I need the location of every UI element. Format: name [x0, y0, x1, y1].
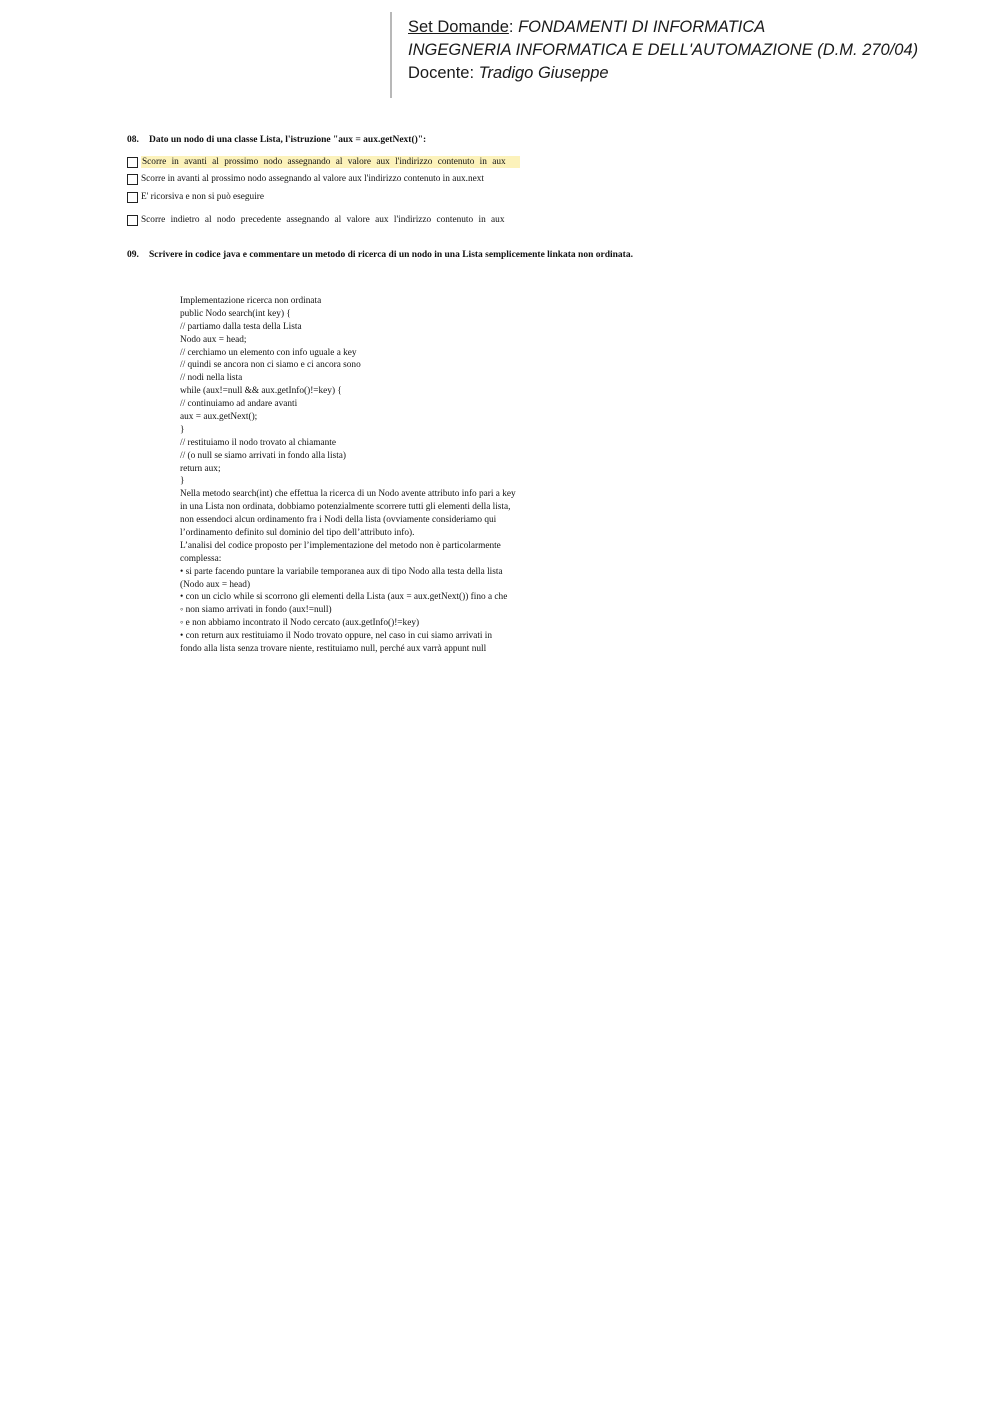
teacher-label: Docente:: [408, 64, 475, 82]
answer-block: [180, 295, 516, 656]
answer-line: • con un ciclo while si scorrono gli elementi della Lista (aux = aux.getNext()) fino a che: [180, 592, 508, 603]
answer-line: public Nodo search(int key) {: [180, 308, 291, 319]
header-course-line: [408, 16, 918, 39]
answer-line: // restituiamo il nodo trovato al chiamante: [180, 437, 336, 448]
teacher-name: Tradigo Giuseppe: [478, 64, 609, 82]
answer-line: L’analisi del codice proposto per l’implementazione del metodo non è particolarmente: [180, 540, 501, 551]
checkbox-option-c[interactable]: [127, 192, 138, 203]
answer-line: Nodo aux = head;: [180, 334, 247, 345]
answer-line: // cerchiamo un elemento con info uguale a key: [180, 347, 357, 358]
answer-line: }: [180, 424, 185, 435]
checkbox-option-d[interactable]: [127, 215, 138, 226]
option-d-label: Scorre indietro al nodo precedente assegnando al valore aux l'indirizzo contenuto in aux: [141, 215, 505, 225]
option-08-c[interactable]: [127, 190, 264, 204]
answer-line: complessa:: [180, 553, 222, 564]
set-colon: :: [508, 18, 514, 36]
answer-line: while (aux!=null && aux.getInfo()!=key) {: [180, 386, 342, 397]
option-c-label: E' ricorsiva e non si può eseguire: [141, 192, 265, 202]
option-a-label: Scorre in avanti al prossimo nodo assegnando al valore aux l'indirizzo contenuto in aux: [141, 156, 520, 168]
answer-line: non essendoci alcun ordinamento fra i Nodi della lista (ovviamente consideriamo qui: [180, 515, 497, 526]
question-08-text: Dato un nodo di una classe Lista, l'istruzione "aux = aux.getNext()":: [149, 135, 427, 145]
checkbox-option-a[interactable]: [127, 157, 138, 168]
answer-line: aux = aux.getNext();: [180, 412, 258, 423]
option-08-a[interactable]: [127, 155, 520, 169]
document-header: [408, 16, 918, 85]
answer-line: (Nodo aux = head): [180, 579, 251, 590]
answer-line: // continuiamo ad andare avanti: [180, 399, 298, 410]
degree-title: INGEGNERIA INFORMATICA E DELL'AUTOMAZIONE (D.M. 270/04): [408, 41, 919, 59]
answer-line: • con return aux restituiamo il Nodo trovato oppure, nel caso in cui siamo arrivati in: [180, 631, 493, 642]
question-09-number: 09.: [127, 250, 139, 260]
answer-line: // partiamo dalla testa della Lista: [180, 321, 302, 332]
answer-line: l’ordinamento definito sul dominio del tipo dell’attributo info).: [180, 528, 415, 539]
answer-line: return aux;: [180, 463, 221, 474]
option-08-b[interactable]: [127, 172, 484, 186]
course-title: FONDAMENTI DI INFORMATICA: [518, 18, 766, 36]
header-divider: [390, 12, 392, 98]
answer-line: // quindi se ancora non ci siamo e ci ancora sono: [180, 360, 361, 371]
question-09-text: Scrivere in codice java e commentare un metodo di ricerca di un nodo in una Lista semplicemente linkata non ordinata.: [149, 250, 633, 260]
question-09-title: [127, 250, 633, 260]
answer-line: ◦ non siamo arrivati in fondo (aux!=null): [180, 605, 332, 616]
answer-line: // (o null se siamo arrivati in fondo alla lista): [180, 450, 347, 461]
option-b-label: Scorre in avanti al prossimo nodo assegnando al valore aux l'indirizzo contenuto in aux.next: [141, 174, 484, 184]
question-08-title: [127, 135, 426, 145]
question-08-number: 08.: [127, 135, 139, 145]
answer-line: // nodi nella lista: [180, 373, 243, 384]
answer-line: • si parte facendo puntare la variabile temporanea aux di tipo Nodo alla testa della lista: [180, 566, 503, 577]
set-label: Set Domande: [408, 18, 509, 36]
option-08-d[interactable]: [127, 213, 504, 227]
header-teacher-line: [408, 62, 918, 85]
answer-line: fondo alla lista senza trovare niente, restituiamo null, perché aux varrà appunt null: [180, 644, 487, 655]
answer-line: }: [180, 476, 185, 487]
answer-line: ◦ e non abbiamo incontrato il Nodo cercato (aux.getInfo()!=key): [180, 618, 420, 629]
answer-line: in una Lista non ordinata, dobbiamo potenzialmente scorrere tutti gli elementi della lista,: [180, 502, 511, 513]
answer-line: Implementazione ricerca non ordinata: [180, 296, 322, 306]
answer-line: Nella metodo search(int) che effettua la ricerca di un Nodo avente attributo info pari a key: [180, 489, 516, 500]
checkbox-option-b[interactable]: [127, 174, 138, 185]
